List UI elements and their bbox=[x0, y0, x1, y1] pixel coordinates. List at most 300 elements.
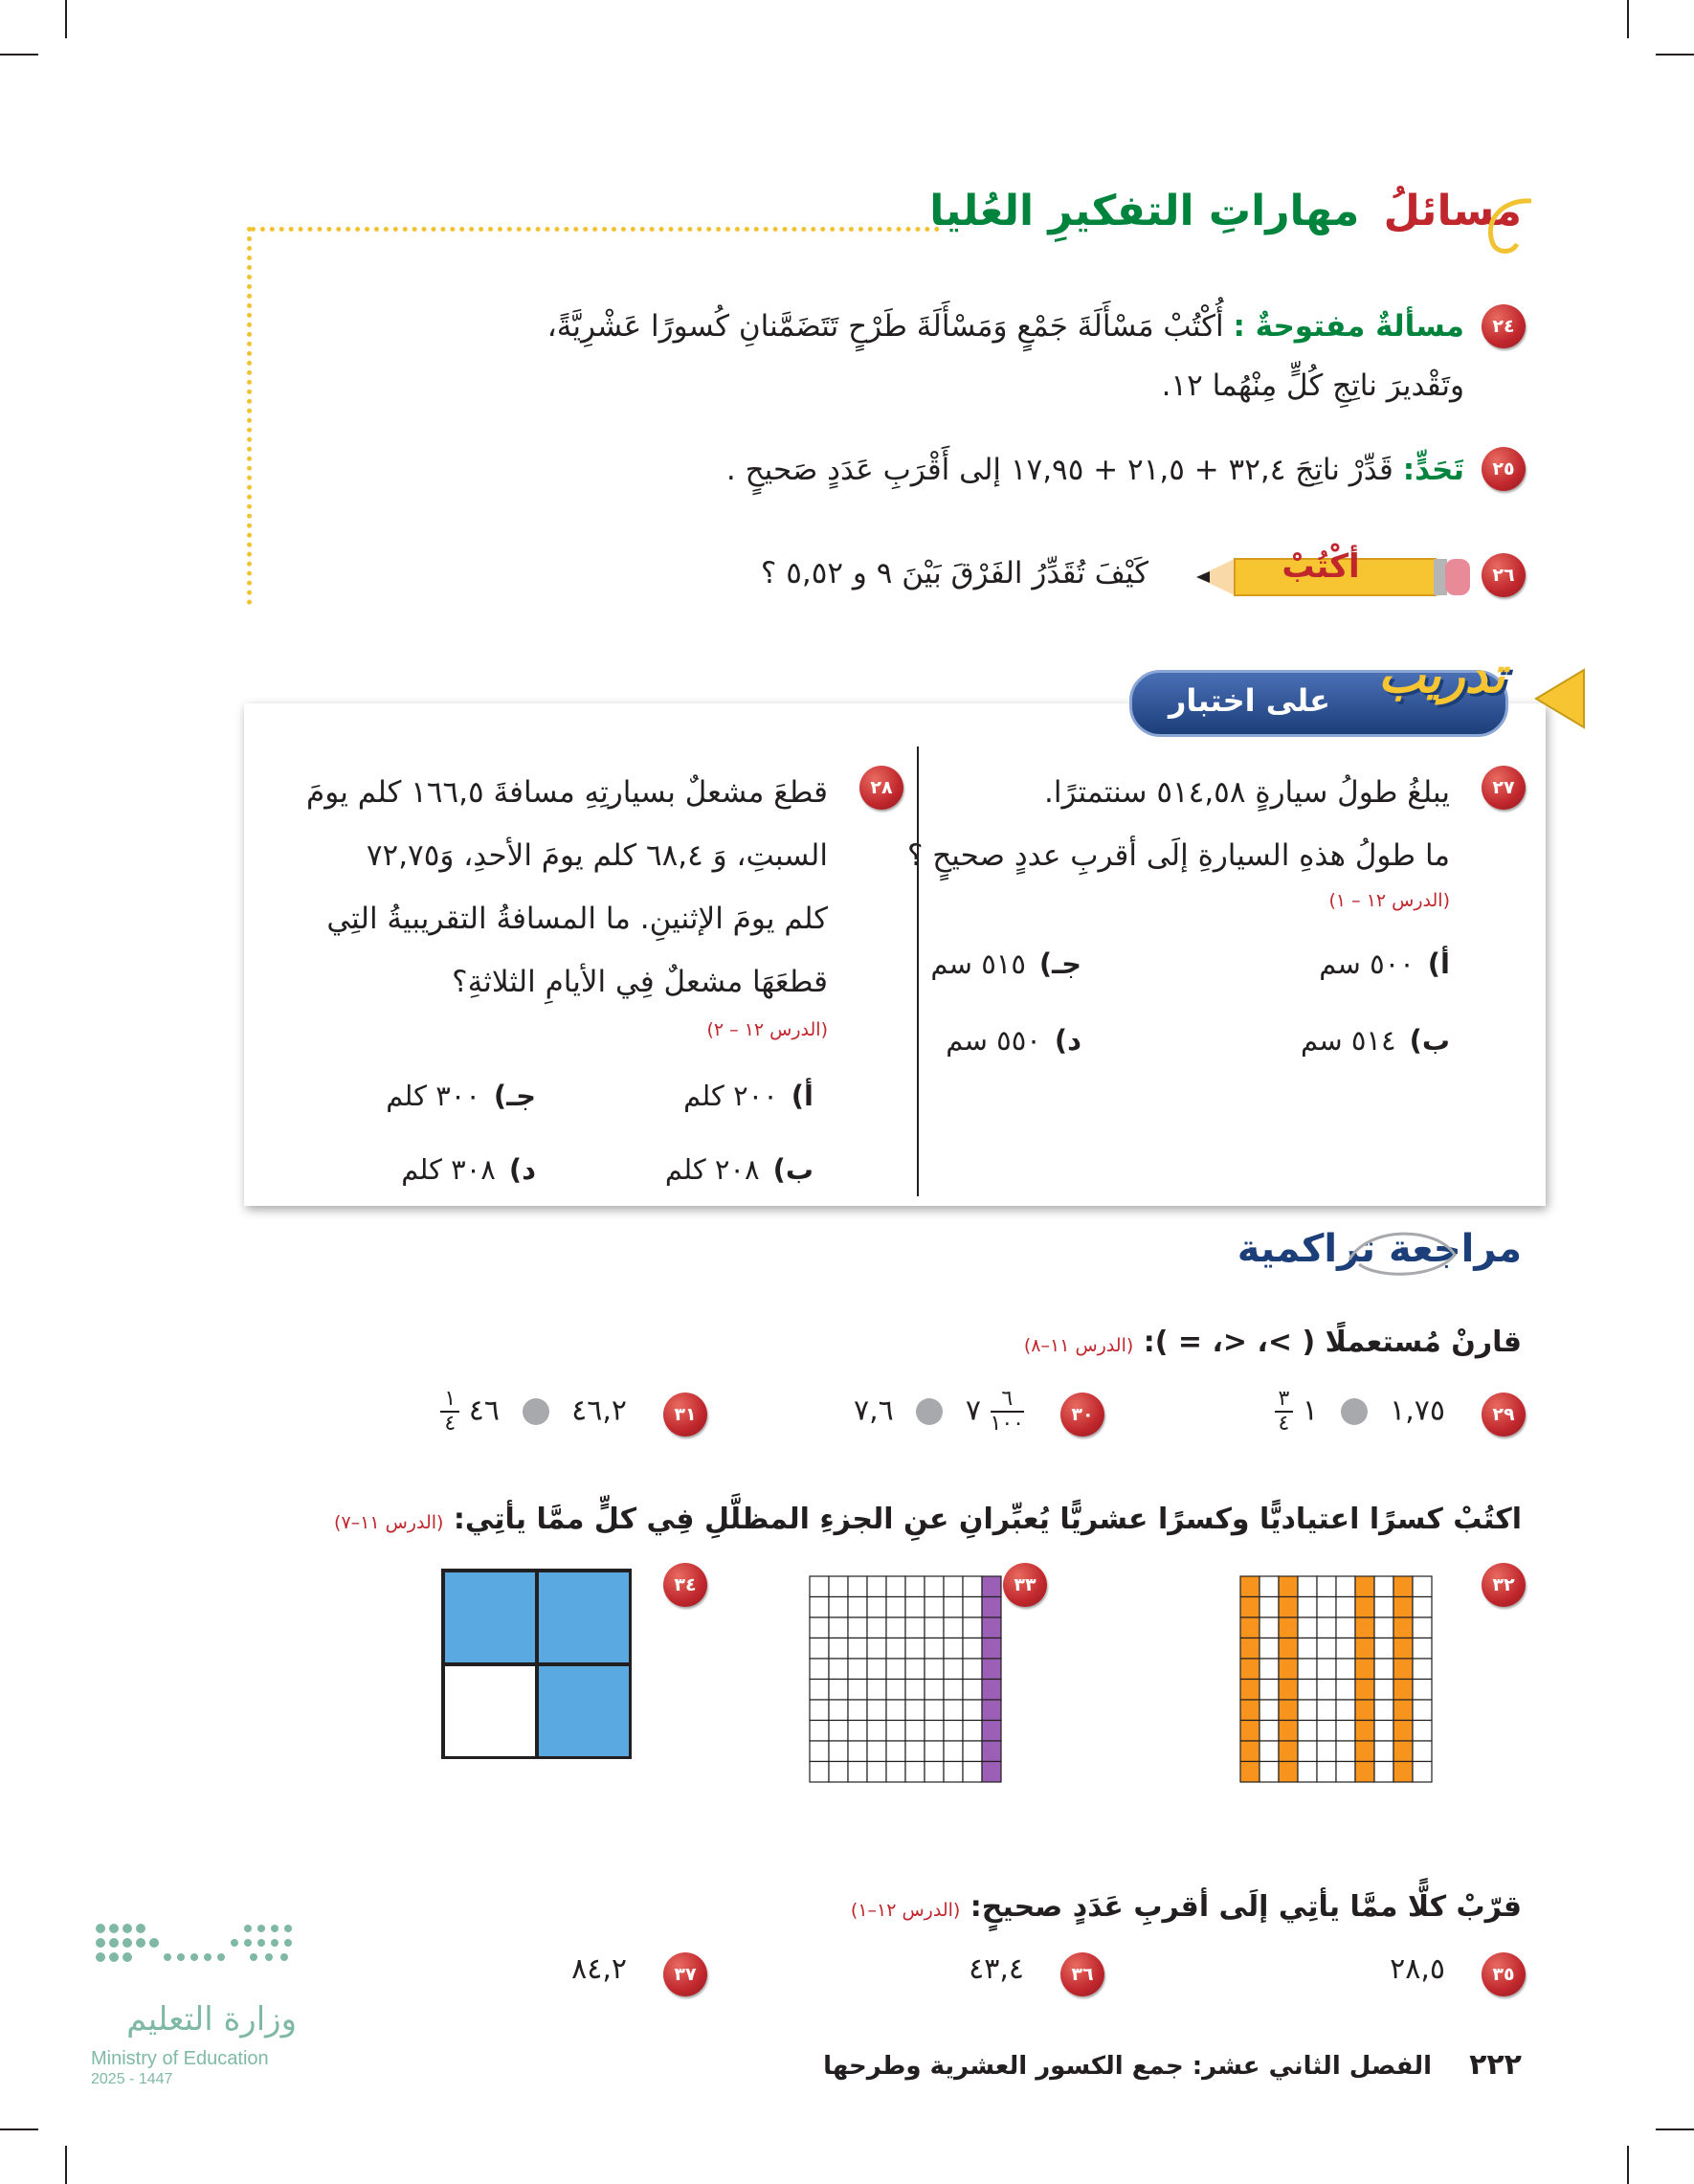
shaded-cell bbox=[982, 1741, 1001, 1762]
grid-cell bbox=[905, 1680, 925, 1701]
grid-cell bbox=[1374, 1576, 1393, 1597]
question-number-34: ٣٤ bbox=[663, 1563, 707, 1607]
choice-text: ٥١٥ سم bbox=[930, 947, 1026, 980]
grid-cell bbox=[1413, 1721, 1432, 1742]
choice-letter: ب) bbox=[1409, 1024, 1450, 1057]
shaded-cell bbox=[1355, 1700, 1374, 1721]
grid-cell bbox=[848, 1762, 867, 1783]
choice-text: ٢٠٠ كلم bbox=[683, 1080, 778, 1112]
grid-cell bbox=[810, 1700, 829, 1721]
grid-cell bbox=[1259, 1576, 1279, 1597]
round-instruction bbox=[851, 1890, 1522, 1924]
crop-mark bbox=[65, 0, 67, 38]
grid-cell bbox=[905, 1597, 925, 1618]
grid-cell bbox=[1317, 1659, 1336, 1680]
crop-mark bbox=[1627, 0, 1629, 38]
compare-circle[interactable] bbox=[916, 1398, 943, 1425]
grid-cell bbox=[886, 1576, 905, 1597]
shaded-cell bbox=[982, 1597, 1001, 1618]
grid-cell bbox=[1374, 1680, 1393, 1701]
dotted-border-top bbox=[251, 227, 940, 232]
question-29-compare bbox=[1275, 1388, 1445, 1436]
grid-cell bbox=[810, 1638, 829, 1660]
choice-text: ٣٠٨ كلم bbox=[401, 1153, 496, 1186]
shaded-cell bbox=[1240, 1700, 1259, 1721]
choice-letter: د) bbox=[508, 1153, 536, 1186]
question-26-text: كَيْفَ تُقَدِّرُ الفَرْقَ بَيْنَ ٩ و ٥,٥٢ ؟ bbox=[760, 556, 1148, 591]
grid-cell bbox=[963, 1576, 982, 1597]
grid-cell bbox=[905, 1659, 925, 1680]
q29-left-value: ١,٧٥ bbox=[1390, 1393, 1445, 1428]
grid-cell bbox=[963, 1659, 982, 1680]
grid-cell bbox=[867, 1597, 886, 1618]
shaded-cell bbox=[1279, 1617, 1298, 1638]
question-28-text bbox=[254, 761, 828, 1014]
grid-cell bbox=[867, 1741, 886, 1762]
grid-cell bbox=[867, 1659, 886, 1680]
footer bbox=[823, 2048, 1522, 2082]
review-title: مراجعة تراكمية bbox=[1237, 1227, 1522, 1271]
grid-cell bbox=[925, 1700, 944, 1721]
question-number-31: ٣١ bbox=[663, 1393, 707, 1437]
grid-cell bbox=[1259, 1680, 1279, 1701]
grid-cell bbox=[905, 1617, 925, 1638]
grid-cell bbox=[829, 1617, 848, 1638]
write-label: أكْتُبْ bbox=[1282, 547, 1360, 586]
grid-cell bbox=[829, 1700, 848, 1721]
grid-cell bbox=[1374, 1700, 1393, 1721]
grid-cell bbox=[1374, 1659, 1393, 1680]
shaded-cell bbox=[1279, 1659, 1298, 1680]
grid-cell bbox=[944, 1617, 963, 1638]
grid-cell bbox=[944, 1659, 963, 1680]
dotted-border-left bbox=[247, 227, 252, 605]
q30-fraction bbox=[991, 1388, 1024, 1436]
choice-letter: د) bbox=[1054, 1024, 1081, 1057]
question-number-24: ٢٤ bbox=[1482, 304, 1526, 348]
shaded-cell bbox=[1279, 1741, 1298, 1762]
grid-cell bbox=[1259, 1638, 1279, 1660]
grid-cell bbox=[1336, 1597, 1355, 1618]
q31-whole: ٤٦ bbox=[468, 1393, 501, 1428]
grid-cell bbox=[810, 1659, 829, 1680]
choice-27-d[interactable] bbox=[946, 1024, 1081, 1057]
grid-cell bbox=[1336, 1762, 1355, 1783]
test-banner-title: تدريب bbox=[1378, 647, 1505, 704]
shade-instruction bbox=[334, 1503, 1522, 1536]
grid-cell bbox=[1336, 1741, 1355, 1762]
shaded-cell bbox=[1355, 1680, 1374, 1701]
grid-cell bbox=[944, 1741, 963, 1762]
question-number-29: ٢٩ bbox=[1482, 1393, 1526, 1437]
shaded-cell bbox=[1393, 1576, 1413, 1597]
grid-cell bbox=[886, 1680, 905, 1701]
choice-text: ٣٠٠ كلم bbox=[386, 1080, 480, 1112]
round-lesson-ref: (الدرس ١٢–١) bbox=[850, 1900, 961, 1921]
grid-cell bbox=[944, 1700, 963, 1721]
question-27-line1: يبلغُ طولُ سيارةٍ ٥١٤,٥٨ سنتمترًا. bbox=[1043, 775, 1450, 810]
grid-cell bbox=[829, 1680, 848, 1701]
question-number-28: ٢٨ bbox=[859, 766, 903, 810]
choice-27-c[interactable] bbox=[930, 947, 1081, 980]
grid-cell bbox=[925, 1576, 944, 1597]
grid-cell bbox=[963, 1597, 982, 1618]
section-title-part2: مهاراتِ التفكيرِ العُليا bbox=[929, 187, 1360, 235]
shaded-quarter bbox=[537, 1664, 631, 1758]
grid-cell bbox=[1259, 1700, 1279, 1721]
grid-cell bbox=[1336, 1659, 1355, 1680]
grid-cell bbox=[1374, 1741, 1393, 1762]
grid-cell bbox=[810, 1762, 829, 1783]
grid-cell bbox=[829, 1576, 848, 1597]
choice-28-c[interactable] bbox=[386, 1080, 536, 1112]
choice-28-a[interactable] bbox=[683, 1080, 814, 1112]
grid-cell bbox=[1336, 1576, 1355, 1597]
grid-cell bbox=[1298, 1617, 1317, 1638]
challenge-label: تَحَدٍّ: bbox=[1402, 453, 1464, 487]
shaded-cell bbox=[1393, 1659, 1413, 1680]
question-number-30: ٣٠ bbox=[1060, 1393, 1104, 1437]
shaded-cell bbox=[1240, 1762, 1259, 1783]
grid-cell bbox=[1298, 1576, 1317, 1597]
shaded-cell bbox=[1279, 1762, 1298, 1783]
grid-cell bbox=[848, 1659, 867, 1680]
grid-cell bbox=[1336, 1638, 1355, 1660]
grid-cell bbox=[1413, 1576, 1432, 1597]
choice-letter: أ) bbox=[1427, 947, 1450, 980]
shaded-cell bbox=[1279, 1576, 1298, 1597]
question-25-body: قَدِّرْ ناتِجَ ٣٢,٤ + ٢١,٥ + ١٧,٩٥ إلى أَقْرَبِ عَدَدٍ صَحيحٍ . bbox=[725, 453, 1393, 487]
grid-cell bbox=[1259, 1659, 1279, 1680]
crop-mark bbox=[0, 2128, 38, 2130]
grid-cell bbox=[867, 1638, 886, 1660]
shaded-cell bbox=[1393, 1700, 1413, 1721]
shaded-cell bbox=[1355, 1741, 1374, 1762]
shaded-cell bbox=[1240, 1721, 1259, 1742]
grid-cell bbox=[1317, 1597, 1336, 1618]
grid-cell bbox=[1336, 1617, 1355, 1638]
shaded-cell bbox=[1355, 1597, 1374, 1618]
grid-cell bbox=[886, 1597, 905, 1618]
choice-letter: جـ) bbox=[493, 1080, 536, 1112]
shaded-cell bbox=[982, 1762, 1001, 1783]
grid-cell bbox=[810, 1576, 829, 1597]
grid-cell bbox=[829, 1762, 848, 1783]
grid-cell bbox=[886, 1762, 905, 1783]
grid-cell bbox=[1298, 1680, 1317, 1701]
shade-instruction-text: اكتُبْ كسرًا اعتياديًّا وكسرًا عشريًّا يُعبِّرانِ عنِ الجزءِ المظلَّلِ فِي كلٍّ ممَّا يأتِي: bbox=[453, 1503, 1522, 1536]
grid-cell bbox=[848, 1680, 867, 1701]
grid-cell bbox=[905, 1700, 925, 1721]
grid-cell bbox=[1298, 1638, 1317, 1660]
shaded-quarter bbox=[537, 1571, 631, 1664]
shaded-cell bbox=[982, 1617, 1001, 1638]
grid-cell bbox=[963, 1617, 982, 1638]
grid-cell bbox=[963, 1762, 982, 1783]
question-number-25: ٢٥ bbox=[1482, 447, 1526, 491]
chapter-label: الفصل الثاني عشر: bbox=[1192, 2052, 1432, 2081]
shaded-cell bbox=[982, 1680, 1001, 1701]
choice-text: ٥١٤ سم bbox=[1301, 1024, 1396, 1057]
shaded-cell bbox=[982, 1659, 1001, 1680]
grid-cell bbox=[848, 1638, 867, 1660]
shaded-cell bbox=[1279, 1638, 1298, 1660]
crop-mark bbox=[1656, 54, 1694, 56]
grid-cell bbox=[1298, 1721, 1317, 1742]
grid-cell bbox=[1336, 1680, 1355, 1701]
grid-cell bbox=[1413, 1700, 1432, 1721]
shaded-cell bbox=[1393, 1638, 1413, 1660]
grid-cell bbox=[1413, 1617, 1432, 1638]
ministry-logo-icon bbox=[91, 1914, 301, 1991]
grid-cell bbox=[810, 1721, 829, 1742]
logo-year: 2025 - 1447 bbox=[91, 2071, 173, 2087]
grid-cell bbox=[905, 1762, 925, 1783]
question-28-line3: كلم يومَ الإثنينِ. ما المسافةُ التقريبيةُ التِي bbox=[326, 902, 828, 936]
shaded-cell bbox=[1393, 1617, 1413, 1638]
section-title-part1: مسائلُ bbox=[1383, 187, 1522, 235]
grid-cell bbox=[1298, 1741, 1317, 1762]
question-30-compare bbox=[854, 1388, 1024, 1436]
shaded-cell bbox=[1355, 1638, 1374, 1660]
grid-cell bbox=[925, 1597, 944, 1618]
grid-cell bbox=[1336, 1700, 1355, 1721]
shaded-cell bbox=[1393, 1597, 1413, 1618]
question-number-35: ٣٥ bbox=[1482, 1952, 1526, 1996]
question-number-37: ٣٧ bbox=[663, 1952, 707, 1996]
shaded-cell bbox=[1240, 1741, 1259, 1762]
shaded-cell bbox=[1355, 1659, 1374, 1680]
q31-numerator: ١ bbox=[440, 1388, 459, 1413]
grid-cell bbox=[867, 1576, 886, 1597]
crop-mark bbox=[1627, 2146, 1629, 2184]
title-swirl-decoration bbox=[1474, 191, 1541, 258]
grid-cell bbox=[1298, 1597, 1317, 1618]
choice-letter: أ) bbox=[791, 1080, 814, 1112]
open-problem-label: مسألةٌ مفتوحةٌ : bbox=[1233, 309, 1464, 344]
unshaded-quarter bbox=[443, 1664, 537, 1758]
grid-cell bbox=[886, 1638, 905, 1660]
grid-cell bbox=[1259, 1721, 1279, 1742]
q29-numerator: ٣ bbox=[1275, 1388, 1294, 1413]
shaded-cell bbox=[982, 1638, 1001, 1660]
shaded-cell bbox=[1393, 1741, 1413, 1762]
grid-cell bbox=[1336, 1721, 1355, 1742]
shaded-cell bbox=[1240, 1576, 1259, 1597]
question-number-32: ٣٢ bbox=[1482, 1563, 1526, 1607]
grid-cell bbox=[963, 1721, 982, 1742]
crop-mark bbox=[0, 54, 38, 56]
grid-cell bbox=[829, 1638, 848, 1660]
question-25-text bbox=[316, 440, 1464, 500]
question-24-line2: وتَقْديرَ ناتِجِ كُلٍّ مِنْهُما ١٢. bbox=[1161, 368, 1464, 403]
shaded-cell bbox=[1279, 1597, 1298, 1618]
grid-cell bbox=[867, 1762, 886, 1783]
grid-cell bbox=[867, 1617, 886, 1638]
grid-cell bbox=[886, 1700, 905, 1721]
shade-lesson-ref: (الدرس ١١–٧) bbox=[334, 1512, 444, 1533]
grid-cell bbox=[867, 1721, 886, 1742]
shaded-cell bbox=[1355, 1721, 1374, 1742]
q29-fraction bbox=[1275, 1388, 1294, 1436]
shaded-cell bbox=[982, 1721, 1001, 1742]
shaded-cell bbox=[1240, 1638, 1259, 1660]
question-24-text bbox=[316, 297, 1464, 415]
grid-33-hundredths bbox=[808, 1574, 1003, 1784]
q29-whole: ١ bbox=[1302, 1393, 1319, 1428]
q31-left-value: ٤٦,٢ bbox=[571, 1393, 627, 1428]
grid-cell bbox=[925, 1638, 944, 1660]
grid-cell bbox=[1413, 1762, 1432, 1783]
grid-cell bbox=[1317, 1741, 1336, 1762]
question-24-line1: أُكْتُبْ مَسْأَلَةَ جَمْعٍ وَمَسْأَلَةَ طَرْحٍ تَتَضَمَّنانِ كُسورًا عَشْرِيَّةً، bbox=[546, 309, 1224, 344]
grid-cell bbox=[810, 1617, 829, 1638]
grid-cell bbox=[829, 1721, 848, 1742]
grid-cell bbox=[1374, 1597, 1393, 1618]
grid-cell bbox=[886, 1721, 905, 1742]
shaded-cell bbox=[1355, 1762, 1374, 1783]
grid-cell bbox=[944, 1721, 963, 1742]
choice-text: ٢٠٨ كلم bbox=[664, 1153, 760, 1186]
question-28-line2: السبتِ، وَ ٦٨,٤ كلم يومَ الأحدِ، وَ٧٢,٧٥ bbox=[366, 838, 828, 873]
question-number-27: ٢٧ bbox=[1482, 766, 1526, 810]
compare-circle[interactable] bbox=[1341, 1398, 1368, 1425]
grid-32-hundredths bbox=[1238, 1574, 1434, 1784]
shaded-cell bbox=[982, 1576, 1001, 1597]
chapter-title: جمع الكسور العشرية وطرحها bbox=[823, 2052, 1184, 2081]
grid-34-quarters bbox=[440, 1568, 632, 1759]
grid-cell bbox=[848, 1576, 867, 1597]
grid-cell bbox=[1298, 1762, 1317, 1783]
question-number-36: ٣٦ bbox=[1060, 1952, 1104, 1996]
shaded-cell bbox=[982, 1700, 1001, 1721]
grid-cell bbox=[1413, 1680, 1432, 1701]
section-title bbox=[929, 187, 1522, 235]
grid-cell bbox=[1374, 1617, 1393, 1638]
grid-cell bbox=[925, 1680, 944, 1701]
grid-cell bbox=[944, 1680, 963, 1701]
grid-cell bbox=[944, 1576, 963, 1597]
shaded-cell bbox=[1393, 1762, 1413, 1783]
question-31-compare bbox=[440, 1388, 627, 1436]
grid-cell bbox=[925, 1721, 944, 1742]
question-28-lesson-ref: (الدرس ١٢ – ٢) bbox=[706, 1019, 828, 1040]
shaded-cell bbox=[1355, 1617, 1374, 1638]
shaded-cell bbox=[1240, 1617, 1259, 1638]
grid-cell bbox=[944, 1762, 963, 1783]
grid-cell bbox=[1298, 1700, 1317, 1721]
grid-cell bbox=[1374, 1638, 1393, 1660]
shaded-cell bbox=[1240, 1659, 1259, 1680]
grid-cell bbox=[963, 1700, 982, 1721]
question-number-33: ٣٣ bbox=[1003, 1563, 1047, 1607]
q30-numerator: ٦ bbox=[991, 1388, 1024, 1413]
grid-cell bbox=[848, 1617, 867, 1638]
q30-right-value: ٧,٦ bbox=[854, 1393, 894, 1428]
compare-instruction bbox=[1024, 1326, 1522, 1359]
shaded-cell bbox=[1279, 1680, 1298, 1701]
q37-value: ٨٤,٢ bbox=[571, 1952, 627, 1986]
grid-cell bbox=[1317, 1638, 1336, 1660]
choice-28-d[interactable] bbox=[401, 1153, 536, 1186]
choice-text: ٥٠٠ سم bbox=[1319, 947, 1415, 980]
grid-cell bbox=[848, 1741, 867, 1762]
shaded-cell bbox=[1240, 1597, 1259, 1618]
choice-27-a[interactable] bbox=[1319, 947, 1450, 980]
grid-cell bbox=[848, 1721, 867, 1742]
question-28-line1: قطعَ مشعلٌ بسيارتِهِ مسافةَ ١٦٦,٥ كلم يومَ bbox=[306, 775, 828, 810]
shaded-cell bbox=[1279, 1721, 1298, 1742]
q29-denominator: ٤ bbox=[1278, 1412, 1290, 1436]
shaded-cell bbox=[1393, 1680, 1413, 1701]
grid-cell bbox=[848, 1597, 867, 1618]
grid-cell bbox=[1317, 1721, 1336, 1742]
shaded-cell bbox=[1355, 1576, 1374, 1597]
grid-cell bbox=[1259, 1762, 1279, 1783]
choice-28-b[interactable] bbox=[665, 1153, 814, 1186]
grid-cell bbox=[963, 1741, 982, 1762]
crop-mark bbox=[65, 2146, 67, 2184]
grid-cell bbox=[1317, 1617, 1336, 1638]
grid-cell bbox=[925, 1617, 944, 1638]
logo-arabic: وزارة التعليم bbox=[126, 2000, 297, 2039]
test-banner-subtitle: على اختبار bbox=[1169, 682, 1331, 719]
banner-arrow-icon bbox=[1531, 660, 1589, 737]
grid-cell bbox=[848, 1700, 867, 1721]
grid-cell bbox=[1374, 1721, 1393, 1742]
grid-cell bbox=[1413, 1741, 1432, 1762]
crop-mark bbox=[1656, 2128, 1694, 2130]
q31-denominator: ٤ bbox=[444, 1412, 457, 1436]
grid-cell bbox=[886, 1659, 905, 1680]
page-number: ٢٢٢ bbox=[1469, 2048, 1522, 2082]
grid-cell bbox=[1259, 1617, 1279, 1638]
grid-cell bbox=[1317, 1680, 1336, 1701]
question-28-line4: قطعَهَا مشعلٌ فِي الأيامِ الثلاثةِ؟ bbox=[452, 965, 828, 999]
grid-cell bbox=[1413, 1638, 1432, 1660]
question-27-text bbox=[876, 761, 1450, 887]
q31-fraction bbox=[440, 1388, 459, 1436]
shaded-cell bbox=[1393, 1721, 1413, 1742]
grid-cell bbox=[1317, 1700, 1336, 1721]
grid-cell bbox=[1317, 1762, 1336, 1783]
compare-instruction-text: قارنْ مُستعملًا ( >، <، = ): bbox=[1143, 1326, 1522, 1359]
grid-cell bbox=[963, 1638, 982, 1660]
choice-27-b[interactable] bbox=[1301, 1024, 1450, 1057]
grid-cell bbox=[905, 1576, 925, 1597]
grid-cell bbox=[829, 1741, 848, 1762]
grid-cell bbox=[1298, 1659, 1317, 1680]
shaded-cell bbox=[1240, 1680, 1259, 1701]
grid-cell bbox=[1413, 1597, 1432, 1618]
grid-cell bbox=[829, 1597, 848, 1618]
grid-cell bbox=[867, 1680, 886, 1701]
grid-cell bbox=[925, 1659, 944, 1680]
grid-cell bbox=[963, 1680, 982, 1701]
question-27-line2: ما طولُ هذهِ السيارةِ إلَى أقربِ عددٍ صحيحٍ ؟ bbox=[906, 838, 1450, 873]
logo-english: Ministry of Education bbox=[91, 2048, 269, 2069]
grid-cell bbox=[810, 1597, 829, 1618]
grid-cell bbox=[886, 1617, 905, 1638]
question-number-26: ٢٦ bbox=[1482, 553, 1526, 597]
q30-denominator: ١٠٠ bbox=[990, 1412, 1024, 1436]
grid-cell bbox=[905, 1721, 925, 1742]
grid-cell bbox=[810, 1741, 829, 1762]
grid-cell bbox=[886, 1741, 905, 1762]
grid-cell bbox=[1259, 1597, 1279, 1618]
round-instruction-text: قرّبْ كلًّا ممَّا يأتِي إلَى أقربِ عَدَدٍ صحيحٍ: bbox=[970, 1890, 1522, 1924]
compare-circle[interactable] bbox=[523, 1398, 549, 1425]
